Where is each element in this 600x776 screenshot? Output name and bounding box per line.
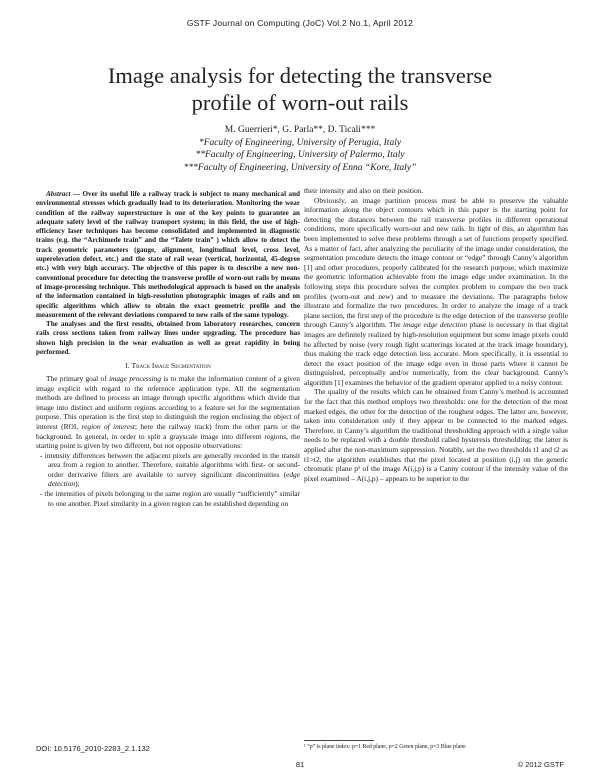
italic-term: image edge detection [403, 320, 468, 330]
abstract-paragraph [36, 190, 300, 320]
section-paragraph [36, 374, 300, 451]
affiliation-2: **Faculty of Engineering, University of Palermo, Italy [195, 150, 405, 160]
abstract-text: — Over its useful life a railway track is subject to many mechanical and environmental stresses which gradually lead to its deterioration. Monitoring the wear condition of the railway superstructure is one of the key points to guarantee an adequate safety level of the railway transport system; in this field, the use of high-efficiency laser techniques has become consolidated and implemented in diagnostic trains (e.g. the “Archimede train” and the “Talete train” ) which allow to detect the track geometric parameters (gauge, alignment, longitudinal level, cross level, superelevation defect, etc.) and the state of rail wear (vertical, horizontal, 45-degree etc.) with very high accuracy. The objective of this paper is to describe a new non-conventional procedure for detecting the transverse profile of worn-out rails by means of image-processing technique. This methodological approach is based on the analysis of the information contained in high-resolution photographic images of rails and on specific algorithms which allow to obtain the exact geometric profile and the measurement of the relevant deviations compared to new rails of the same typology. [36, 190, 300, 319]
text-run: ); [75, 479, 80, 489]
right-column [304, 186, 568, 483]
left-column [36, 190, 300, 508]
text-run: ; here the railway track) from the other parts or the background. In general, in order to split a grayscale image into different regions, the starting point is given by two different, but not opposite observations: [36, 421, 300, 451]
text-run: Obviously, an image partition process must be able to preserve the valuable information along the object contours which in this paper is the starting point for detecting the distances between the rail transverse profiles in different operational conditions, more specifically worn-out and new rails. In light of this, an algorithm has been implemented to solve these problems through a set of functions properly specified. As a matter of fact, after analyzing the peculiarity of the image under consideration, the segmentation procedure detects the image contour or “edge” through Canny’s algorithm [1] and other procedures, properly calibrated for the research purpose, which maximize the geometric information achievable from the image edge under examination. In the following steps this procedure solves the complex problem to compare the two track profiles (worn-out and new) and to measure the deviations. The paragraphs below illustrate and formalize the two procedures. In order to analyze the image of a track plane section, the first step of the procedure is the edge detection of the transverse profile through Canny’s algorithm. The [304, 195, 568, 330]
affiliation-1: *Faculty of Engineering, University of Perugia, Italy [198, 137, 402, 148]
doi-label: DOI: 10.5176_2010-2283_2.1.132 [36, 744, 150, 753]
footnote: ¹ “p” is plane index: p=1 Red plane, p=2 Green plane, p=3 Blue plane [304, 744, 466, 750]
list-item [36, 451, 300, 489]
page-number: 81 [295, 760, 305, 769]
body-paragraph [304, 196, 568, 388]
paper-title [60, 62, 540, 116]
abstract-paragraph-2: The analyses and the first results, obtained from laboratory researches, concern rails cross sections taken from railway lines under upgrading. The procedure has shown high precision in the wear evaluation as well as great rapidity in being performed. [36, 320, 300, 357]
text-run: The primary goal of [46, 373, 109, 383]
text-run: is to make the information content of a given image explicit with regard to the reference application type. All the segmentation methods are defined to process an image through specific algorithms which divide that image into distinct and uniform regions according to a feature set for the segmentation purpose. This operation is the first step to distinguish the region enclosing the object of interest (ROI, [36, 373, 300, 431]
observation-list [36, 451, 300, 509]
affiliation-3: ***Faculty of Engineering, University of Enna “Kore, Italy” [183, 162, 417, 173]
italic-term: region of interest [81, 421, 135, 431]
title-line-2: profile of worn-out rails [191, 90, 409, 115]
footnote-rule [304, 740, 374, 741]
running-header: GSTF Journal on Computing (JoC) Vol.2 No.1, April 2012 [186, 18, 414, 28]
copyright: © 2012 GSTF [517, 760, 564, 769]
section-heading: I. Track Image Segmentation [125, 361, 211, 371]
italic-term: image processing [108, 373, 162, 383]
body-paragraph: The quality of the results which can be obtained from Canny’s method is accounted for the fact that this method employs two thresholds: one for the detection of the most marked edges, the other for the detection of the roughest edges. The latter are, however, taken into consideration only if they appear to be connected to the marked edges. Therefore, in Canny’s algorithm the traditional thresholding approach with a single value needs to be replaced with a double threshold called hysteresis thresholding; the latter is applied after the non-maximum suppression. Notably, set the two thresholds t1 and t2 as t1>t2, the algorithm establishes that the pixel located at position (i,j) on the generic chromatic plane p¹ of the image A(i,j,p) is a Canny contour if the intensity value of the pixel examined – A(i,j,p) – appears to be superior to the [304, 387, 568, 483]
authors-block [80, 124, 520, 174]
continuation-paragraph: their intensity and also on their position. [304, 186, 424, 195]
author-names: M. Guerrieri*, G. Parla**, D. Ticali*** [224, 125, 376, 135]
abstract-lead: Abstract [46, 190, 71, 198]
italic-term: edge detection [48, 469, 300, 489]
list-item: - the intensities of pixels belonging to the same region are usually “sufficiently” similar to one another. Pixel similarity in a given region can be established depending on [36, 489, 300, 508]
title-line-1: Image analysis for detecting the transverse [107, 63, 493, 88]
text-run: phase is necessary in that digital images are definitely realized by high-resolution equipment but some image pixels could be affected by noise (very rough light scatterings located at the track image boundary), thus making the track edge detection less accurate. More specifically, it is essential to detect the exact position of the image edge even in those parts where it cannot be distinguished, perceptually and/or numerically, from the clear background. Canny’s algorithm [1] examines the behavior of the gradient operator applied to a noisy contour. [304, 320, 568, 387]
text-run: intensity differences between the adjacent pixels are generally recorded in the transit area from a region to another. Therefore, suitable algorithms with first- or second-order derivative filters are available to survey significant discontinuities ( [44, 450, 301, 479]
